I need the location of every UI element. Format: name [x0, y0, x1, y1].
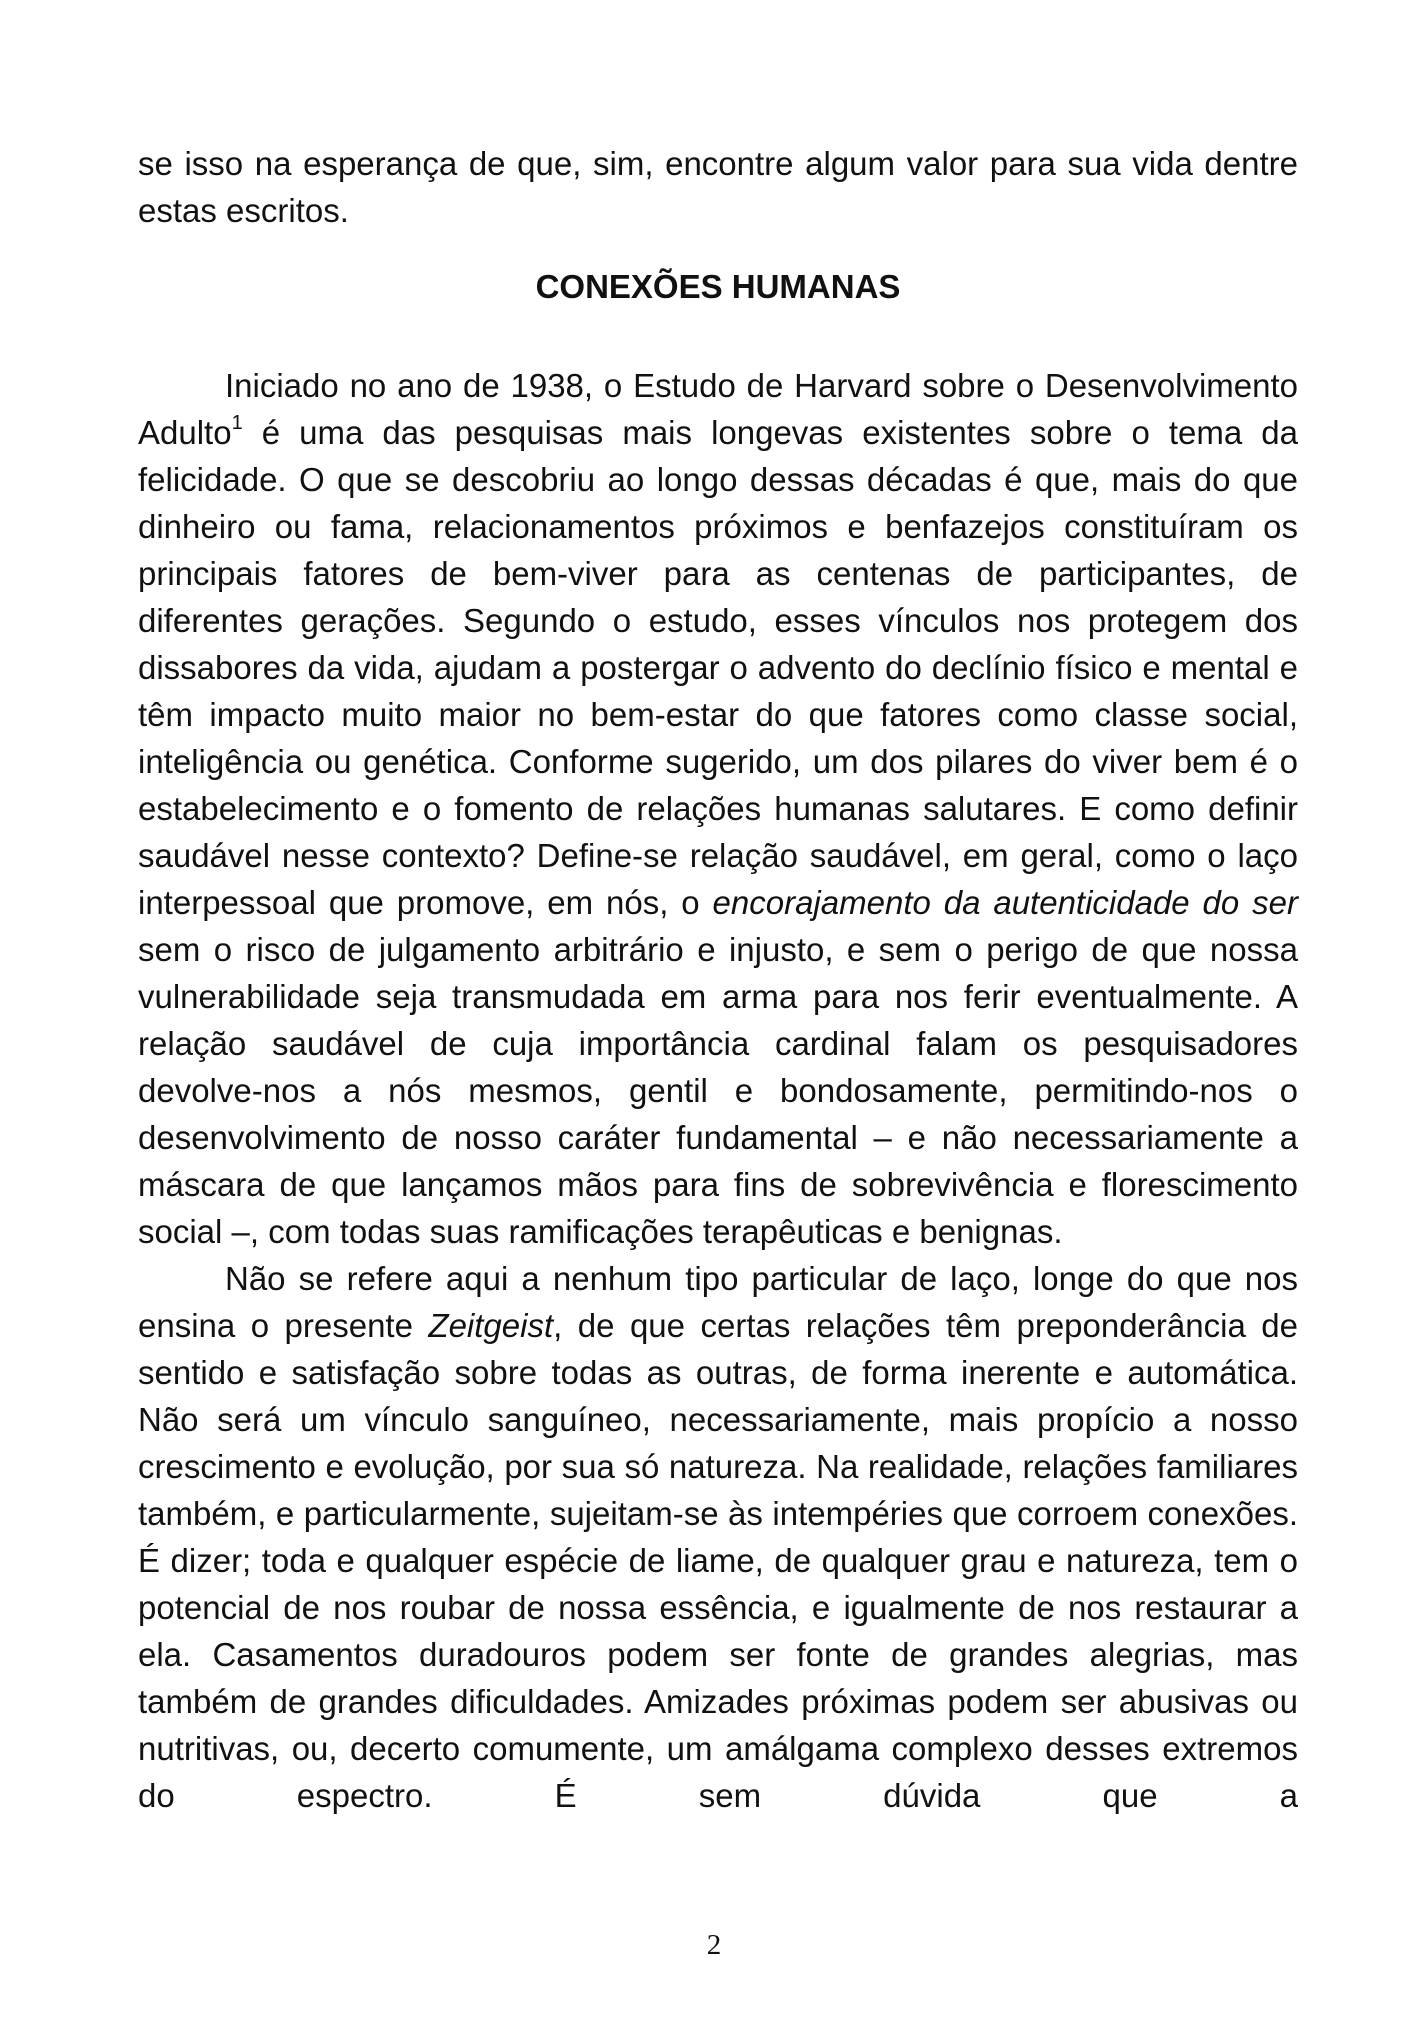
italic-word-zeitgeist: Zeitgeist — [428, 1307, 554, 1344]
italic-phrase: encorajamento da autenticidade do ser — [712, 884, 1299, 921]
page-body — [138, 140, 1298, 1819]
body-paragraph-1 — [138, 362, 1298, 1255]
section-title: CONEXÕES HUMANAS — [535, 268, 901, 305]
page-number: 2 — [706, 1929, 722, 1961]
paragraph-2-text-b: , de que certas relações têm preponderância de sentido e satisfação sobre todas as outras, de forma inerente e automática. Não será um vínculo sanguíneo, necessariamente, mais propício a nosso crescimento e evolução, por sua só natureza. Na realidade, relações familiares também, e particularmente, sujeitam-se às intempéries que corroem conexões. É dizer; toda e qualquer espécie de liame, de qualquer grau e natureza, tem o potencial de nos roubar de nossa essência, e igualmente de nos restaurar a ela. Casamentos duradouros podem ser fonte de grandes alegrias, mas também de grandes dificuldades. Amizades próximas podem ser abusivas ou nutritivas, ou, decerto comumente, um amálgama complexo desses extremos do espectro. É sem dúvida que a — [138, 1307, 1298, 1814]
paragraph-2-text-a: Não se refere aqui a nenhum tipo particular de laço, longe do que nos ensina o presente — [138, 1260, 1298, 1344]
body-paragraph-2 — [138, 1255, 1298, 1819]
intro-paragraph: se isso na esperança de que, sim, encontre algum valor para sua vida dentre estas escritos. — [138, 145, 1298, 229]
footnote-marker[interactable]: 1 — [231, 412, 243, 434]
section-heading-wrap — [138, 263, 1298, 310]
paragraph-1-text-a: Iniciado no ano de 1938, o Estudo de Harvard sobre o Desenvolvimento Adulto — [138, 367, 1298, 451]
paragraph-1-text-b: é uma das pesquisas mais longevas existentes sobre o tema da felicidade. O que se descobriu ao longo dessas décadas é que, mais do que dinheiro ou fama, relacionamentos próximos e benfazejos constituíram os principais fatores de bem-viver para as centenas de participantes, de diferentes gerações. Segundo o estudo, esses vínculos nos protegem dos dissabores da vida, ajudam a postergar o advento do declínio físico e mental e têm impacto muito maior no bem-estar do que fatores como classe social, inteligência ou genética. Conforme sugerido, um dos pilares do viver bem é o estabelecimento e o fomento de relações humanas salutares. E como definir saudável nesse contexto? Define-se relação saudável, em geral, como o laço interpessoal que promove, em nós, o — [138, 414, 1298, 921]
paragraph-1-text-c: sem o risco de julgamento arbitrário e injusto, e sem o perigo de que nossa vulnerabilidade seja transmudada em arma para nos ferir eventualmente. A relação saudável de cuja importância cardinal falam os pesquisadores devolve-nos a nós mesmos, gentil e bondosamente, permitindo-nos o desenvolvimento de nosso caráter fundamental – e não necessariamente a máscara de que lançamos mãos para fins de sobrevivência e florescimento social –, com todas suas ramificações terapêuticas e benignas. — [138, 931, 1298, 1250]
